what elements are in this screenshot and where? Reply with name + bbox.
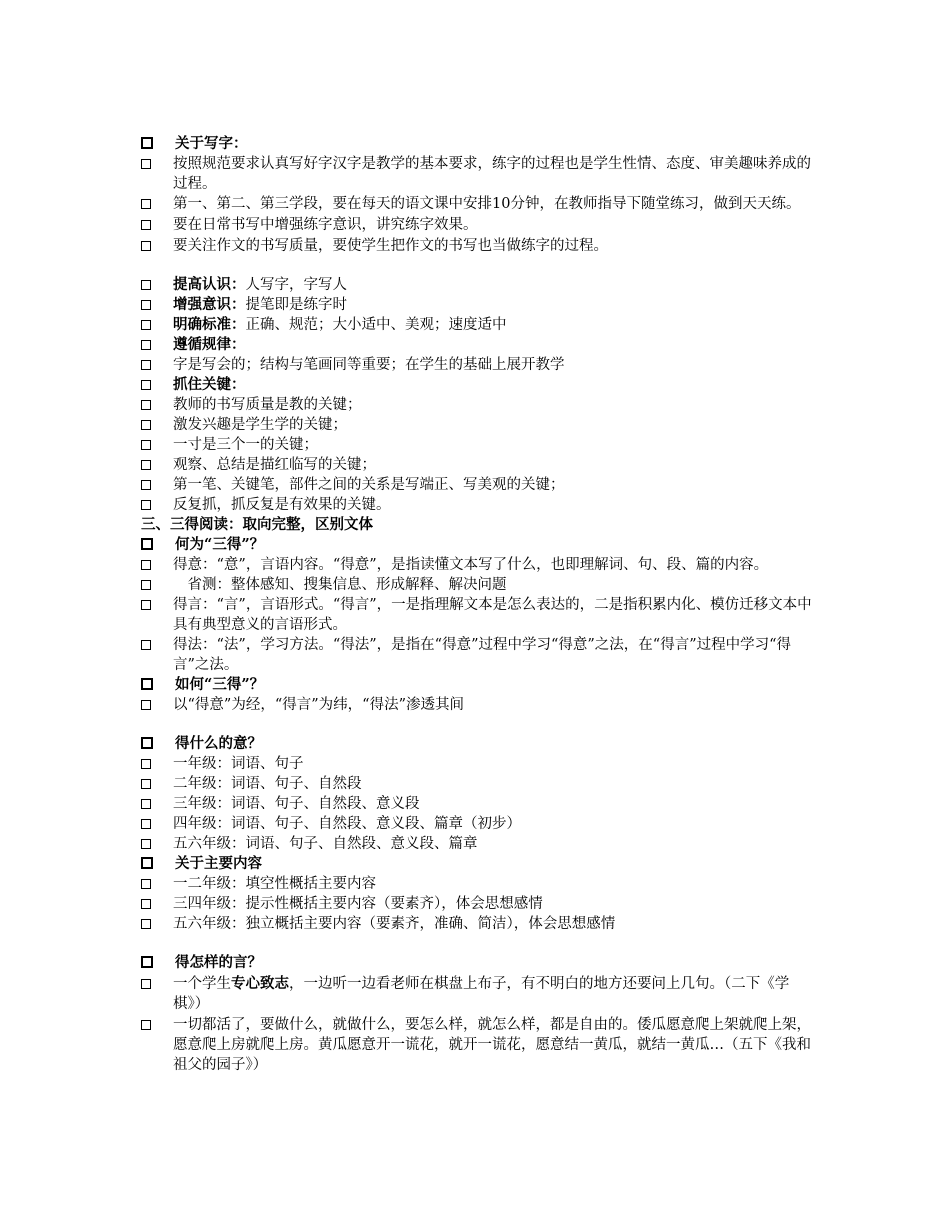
item-text: 字是写会的；结构与笔画同等重要；在学生的基础上展开教学 xyxy=(173,357,565,373)
section-title xyxy=(141,535,816,555)
list-item xyxy=(141,635,816,675)
item-text: 教师的书写质量是教的关键； xyxy=(173,397,362,413)
checkbox-icon[interactable] xyxy=(141,956,153,968)
checkbox-icon[interactable] xyxy=(141,700,151,710)
section-title-text: 如何“三得”？ xyxy=(175,676,265,693)
item-text: 正确、规范；大小适中、美观；速度适中 xyxy=(245,317,507,333)
item-text: 激发兴趣是学生学的关键； xyxy=(173,417,347,433)
checkbox-icon[interactable] xyxy=(141,819,151,829)
writing-principles xyxy=(141,275,816,515)
list-item xyxy=(141,774,816,794)
checkbox-icon[interactable] xyxy=(141,460,151,470)
list-item xyxy=(141,275,816,295)
list-item xyxy=(141,236,816,256)
checkbox-icon[interactable] xyxy=(141,360,151,370)
list-item xyxy=(141,375,816,395)
list-item xyxy=(141,914,816,934)
checkbox-icon[interactable] xyxy=(141,759,151,769)
list-item xyxy=(141,695,816,715)
checkbox-icon[interactable] xyxy=(141,220,151,230)
item-text: 一个学生 xyxy=(173,976,231,992)
section-title-text: 何为“三得”？ xyxy=(175,536,265,553)
list-item xyxy=(141,315,816,335)
list-item xyxy=(141,475,816,495)
list-item xyxy=(141,794,816,814)
item-label: 抓住关键： xyxy=(173,376,246,393)
section-title xyxy=(141,854,816,874)
list-item xyxy=(141,455,816,475)
checkbox-icon[interactable] xyxy=(141,300,151,310)
item-text: 以“得意”为经，“得言”为纬，“得法”渗透其间 xyxy=(173,697,464,713)
spacer xyxy=(141,256,816,275)
checkbox-icon[interactable] xyxy=(141,678,153,690)
checkbox-icon[interactable] xyxy=(141,241,151,251)
checkbox-icon[interactable] xyxy=(141,640,151,650)
list-item xyxy=(141,974,816,1014)
item-text: 一二年级：填空性概括主要内容 xyxy=(173,876,376,892)
document-page xyxy=(141,134,816,1075)
checkbox-icon[interactable] xyxy=(141,280,151,290)
checkbox-icon[interactable] xyxy=(141,340,151,350)
list-item xyxy=(141,555,816,575)
item-text: 五六年级：独立概括主要内容（要素齐，准确、简洁），体会思想感情 xyxy=(173,916,616,932)
item-text: 人写字，字写人 xyxy=(245,277,347,293)
checkbox-icon[interactable] xyxy=(141,400,151,410)
item-label: 增强意识： xyxy=(173,296,246,313)
list-item xyxy=(141,435,816,455)
item-text: 三四年级：提示性概括主要内容（要素齐），体会思想感情 xyxy=(173,896,543,912)
checkbox-icon[interactable] xyxy=(141,580,151,590)
list-item xyxy=(141,295,816,315)
item-text: 五六年级：词语、句子、自然段、意义段、篇章 xyxy=(173,836,478,852)
checkbox-icon[interactable] xyxy=(141,879,151,889)
item-text: 省测：整体感知、搜集信息、形成解释、解决问题 xyxy=(173,577,507,593)
list-item xyxy=(141,874,816,894)
checkbox-icon[interactable] xyxy=(141,779,151,789)
item-text: 要关注作文的书写质量，要使学生把作文的书写也当做练字的过程。 xyxy=(173,238,608,254)
list-item xyxy=(141,154,816,194)
checkbox-icon[interactable] xyxy=(141,560,151,570)
item-text: 第一笔、关键笔，部件之间的关系是写端正、写美观的关键； xyxy=(173,477,565,493)
checkbox-icon[interactable] xyxy=(141,480,151,490)
item-text: 第一、第二、第三学段，要在每天的语文课中安排10分钟，在教师指导下随堂练习，做到天天练。 xyxy=(173,196,801,212)
list-item xyxy=(141,754,816,774)
section-title xyxy=(141,675,816,695)
checkbox-icon[interactable] xyxy=(141,737,153,749)
list-item xyxy=(141,395,816,415)
item-text: 一切都活了，要做什么，就做什么，要怎么样，就怎么样，都是自由的。倭瓜愿意爬上架就爬上架，愿意爬上房就爬上房。黄瓜愿意开一谎花，就开一谎花，愿意结一黄瓜，就结一黄瓜…（五下《我和祖父的园子》） xyxy=(173,1017,811,1073)
checkbox-icon[interactable] xyxy=(141,799,151,809)
checkbox-icon[interactable] xyxy=(141,420,151,430)
list-item xyxy=(141,495,816,515)
item-text: 三年级：词语、句子、自然段、意义段 xyxy=(173,796,420,812)
checkbox-icon[interactable] xyxy=(141,320,151,330)
item-text: ，一边听一边看老师在棋盘上布子，有不明白的地方还要问上几句。（二下《学棋》） xyxy=(173,976,790,1012)
list-item xyxy=(141,194,816,214)
checkbox-icon[interactable] xyxy=(141,440,151,450)
section-title xyxy=(141,134,816,154)
checkbox-icon[interactable] xyxy=(141,380,151,390)
section-title-text: 得怎样的言？ xyxy=(175,954,262,971)
item-text: 观察、总结是描红临写的关键； xyxy=(173,457,376,473)
item-text: 反复抓，抓反复是有效果的关键。 xyxy=(173,497,391,513)
checkbox-icon[interactable] xyxy=(141,137,153,149)
spacer xyxy=(141,715,816,734)
section-title-text: 得什么的意？ xyxy=(175,735,262,752)
list-item xyxy=(141,814,816,834)
list-item xyxy=(141,834,816,854)
checkbox-icon[interactable] xyxy=(141,857,153,869)
list-item xyxy=(141,215,816,235)
item-text: 二年级：词语、句子、自然段 xyxy=(173,776,362,792)
list-item xyxy=(141,894,816,914)
section-title xyxy=(141,734,816,754)
checkbox-icon[interactable] xyxy=(141,899,151,909)
section-title-text: 关于主要内容 xyxy=(175,855,262,872)
emphasis-text: 专心致志 xyxy=(231,975,289,992)
item-label: 遵循规律： xyxy=(173,336,246,353)
item-text: 四年级：词语、句子、自然段、意义段、篇章（初步） xyxy=(173,816,521,832)
item-text: 要在日常书写中增强练字意识，讲究练字效果。 xyxy=(173,217,478,233)
checkbox-icon[interactable] xyxy=(141,199,151,209)
item-text: 按照规范要求认真写好字汉字是教学的基本要求，练字的过程也是学生性情、态度、审美趣味养成的过程。 xyxy=(173,156,811,192)
checkbox-icon[interactable] xyxy=(141,919,151,929)
checkbox-icon[interactable] xyxy=(141,538,153,550)
item-text: 一寸是三个一的关键； xyxy=(173,437,318,453)
section-heading: 三、三得阅读：取向完整，区别文体 xyxy=(141,516,373,533)
list-item xyxy=(141,575,816,595)
checkbox-icon[interactable] xyxy=(141,500,151,510)
checkbox-icon[interactable] xyxy=(141,600,151,610)
item-text: 得法：“法”，学习方法。“得法”，是指在“得意”过程中学习“得意”之法，在“得言”过程中学习“得言”之法。 xyxy=(173,637,792,673)
item-text: 一年级：词语、句子 xyxy=(173,756,304,772)
checkbox-icon[interactable] xyxy=(141,1020,151,1030)
item-label: 明确标准： xyxy=(173,316,246,333)
list-item xyxy=(141,595,816,635)
list-item xyxy=(141,1015,816,1075)
list-item xyxy=(141,335,816,355)
checkbox-icon[interactable] xyxy=(141,979,151,989)
checkbox-icon[interactable] xyxy=(141,159,151,169)
spacer xyxy=(141,934,816,953)
item-text: 得言：“言”，言语形式。“得言”，一是指理解文本是怎么表达的，二是指积累内化、模仿迁移文本中具有典型意义的言语形式。 xyxy=(173,597,812,633)
list-item xyxy=(141,415,816,435)
section-title-text: 关于写字： xyxy=(175,135,248,152)
checkbox-icon[interactable] xyxy=(141,839,151,849)
item-text: 得意：“意”，言语内容。“得意”，是指读懂文本写了什么，也即理解词、句、段、篇的内容。 xyxy=(173,557,769,573)
list-item xyxy=(141,355,816,375)
section-title xyxy=(141,953,816,973)
item-label: 提高认识： xyxy=(173,276,246,293)
item-text: 提笔即是练字时 xyxy=(245,297,347,313)
